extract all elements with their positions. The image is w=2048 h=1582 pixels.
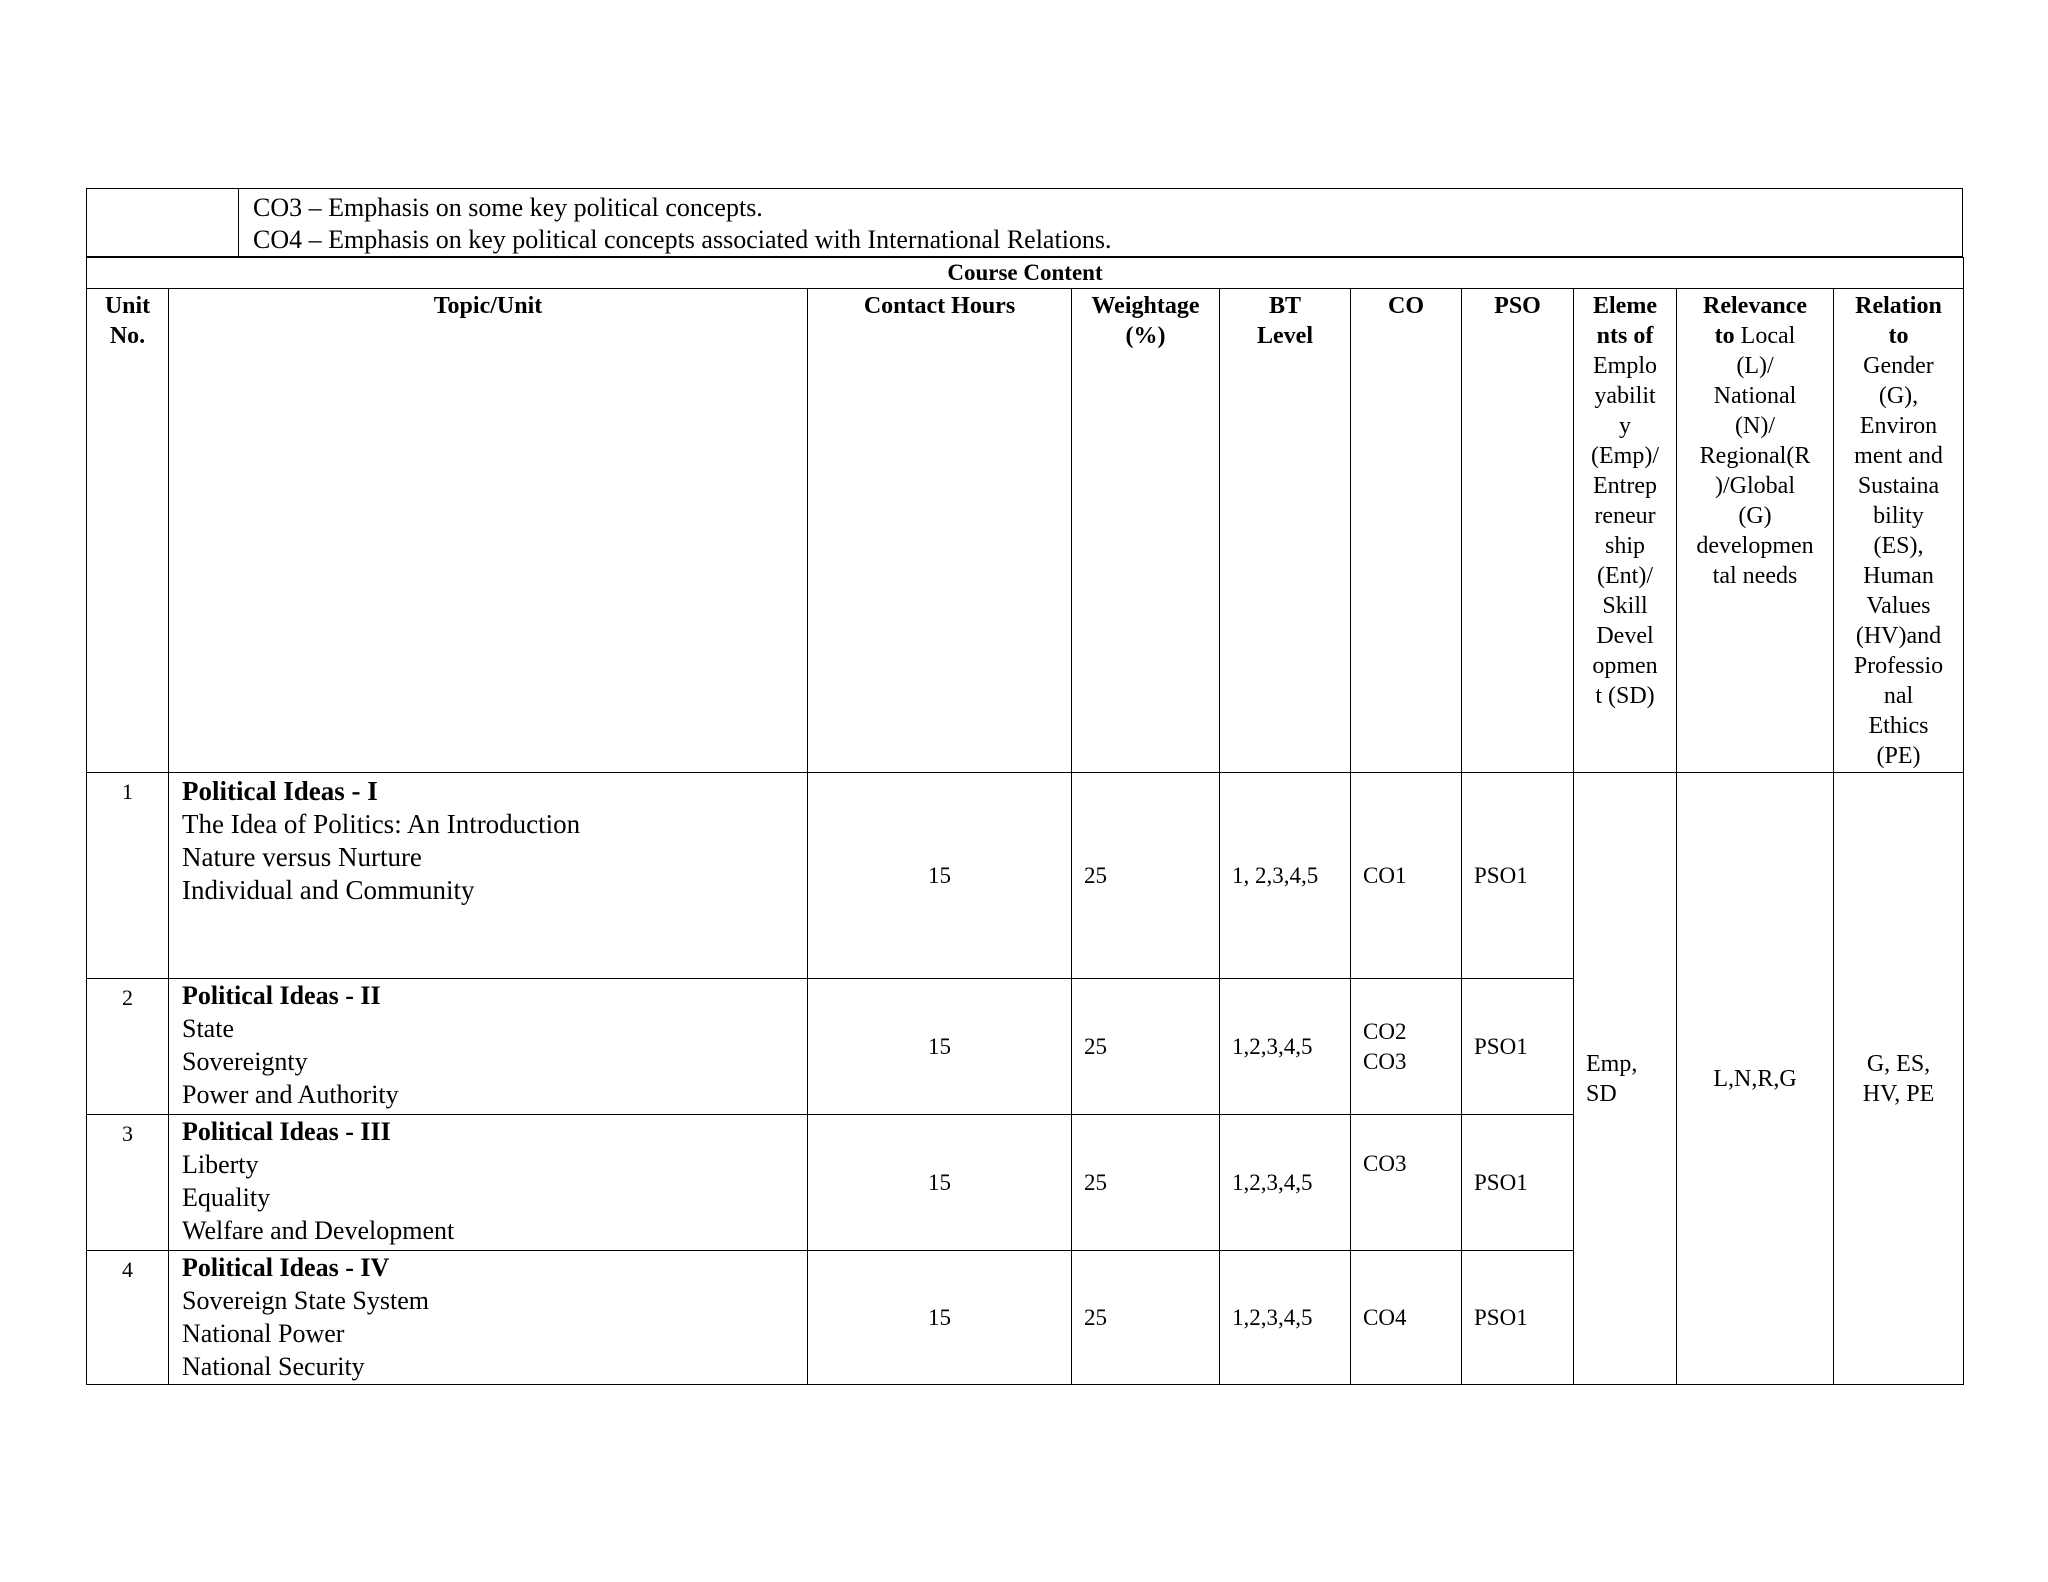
- topic-cell: [169, 1251, 808, 1385]
- header-relevance: Relevance to Local (L)/ National (N)/ Regional(R )/Global (G) developmen tal needs: [1677, 289, 1834, 773]
- pso-cell: PSO1: [1462, 1251, 1574, 1385]
- topic-item: National Security: [182, 1352, 365, 1381]
- co-cell: CO2 CO3: [1351, 979, 1462, 1115]
- topic-title: Political Ideas - IV: [182, 1253, 390, 1282]
- topic-item: Individual and Community: [182, 875, 475, 905]
- topic-cell: [169, 773, 808, 979]
- co-cell: CO1: [1351, 773, 1462, 979]
- weightage: 25: [1072, 979, 1220, 1115]
- bt-level: 1,2,3,4,5: [1220, 979, 1351, 1115]
- unit-number: 2: [87, 979, 169, 1115]
- topic-item: Welfare and Development: [182, 1216, 455, 1245]
- header-pso: PSO: [1462, 289, 1574, 773]
- topic-title: Political Ideas - I: [182, 776, 378, 806]
- unit-number: 4: [87, 1251, 169, 1385]
- header-co: CO: [1351, 289, 1462, 773]
- topic-item: Equality: [182, 1183, 271, 1212]
- header-contact-hours: Contact Hours: [808, 289, 1072, 773]
- topic-item: Sovereign State System: [182, 1286, 429, 1315]
- bt-level: 1, 2,3,4,5: [1220, 773, 1351, 979]
- contact-hours: 15: [808, 1115, 1072, 1251]
- bt-level: 1,2,3,4,5: [1220, 1115, 1351, 1251]
- pso-cell: PSO1: [1462, 773, 1574, 979]
- topic-title: Political Ideas - III: [182, 1117, 391, 1146]
- weightage: 25: [1072, 1251, 1220, 1385]
- header-unit-no: Unit No.: [87, 289, 169, 773]
- contact-hours: 15: [808, 773, 1072, 979]
- co-cell: CO4: [1351, 1251, 1462, 1385]
- topic-cell: [169, 979, 808, 1115]
- bt-level: 1,2,3,4,5: [1220, 1251, 1351, 1385]
- header-gender: Relation to Gender (G), Environ ment and Sustaina bility (ES), Human Values (HV)and Professio nal Ethics (PE): [1834, 289, 1964, 773]
- topic-item: Power and Authority: [182, 1080, 399, 1109]
- course-outcome-co4: CO4 – Emphasis on key political concepts associated with International Relations.: [253, 225, 1112, 254]
- topic-cell: [169, 1115, 808, 1251]
- weightage: 25: [1072, 1115, 1220, 1251]
- topic-item: Nature versus Nurture: [182, 842, 422, 872]
- topic-item: The Idea of Politics: An Introduction: [182, 809, 581, 839]
- course-content-table: [86, 257, 1964, 1385]
- table-header-row: [87, 289, 1964, 773]
- header-weightage: Weightage (%): [1072, 289, 1220, 773]
- weightage: 25: [1072, 773, 1220, 979]
- topic-item: Sovereignty: [182, 1047, 308, 1076]
- course-outcomes-table: [86, 188, 1963, 257]
- unit-number: 3: [87, 1115, 169, 1251]
- contact-hours: 15: [808, 979, 1072, 1115]
- course-outcomes-cell: [239, 189, 1963, 257]
- header-topic: Topic/Unit: [169, 289, 808, 773]
- co-cell: CO3: [1351, 1115, 1462, 1251]
- employability-merged-cell: Emp, SD: [1574, 773, 1677, 1385]
- table-row: [87, 773, 1964, 979]
- relevance-merged-cell: L,N,R,G: [1677, 773, 1834, 1385]
- header-bt-level: BT Level: [1220, 289, 1351, 773]
- header-employability: Eleme nts of Emplo yabilit y (Emp)/ Entrep reneur ship (Ent)/ Skill Devel opmen t (SD): [1574, 289, 1677, 773]
- topic-item: Liberty: [182, 1150, 259, 1179]
- unit-number: 1: [87, 773, 169, 979]
- course-content-title: Course Content: [87, 258, 1964, 289]
- topic-item: State: [182, 1014, 234, 1043]
- pso-cell: PSO1: [1462, 979, 1574, 1115]
- topic-item: National Power: [182, 1319, 345, 1348]
- course-outcome-co3: CO3 – Emphasis on some key political concepts.: [253, 193, 763, 222]
- topic-title: Political Ideas - II: [182, 981, 381, 1010]
- course-outcomes-label-cell: [87, 189, 239, 257]
- contact-hours: 15: [808, 1251, 1072, 1385]
- gender-merged-cell: G, ES, HV, PE: [1834, 773, 1964, 1385]
- pso-cell: PSO1: [1462, 1115, 1574, 1251]
